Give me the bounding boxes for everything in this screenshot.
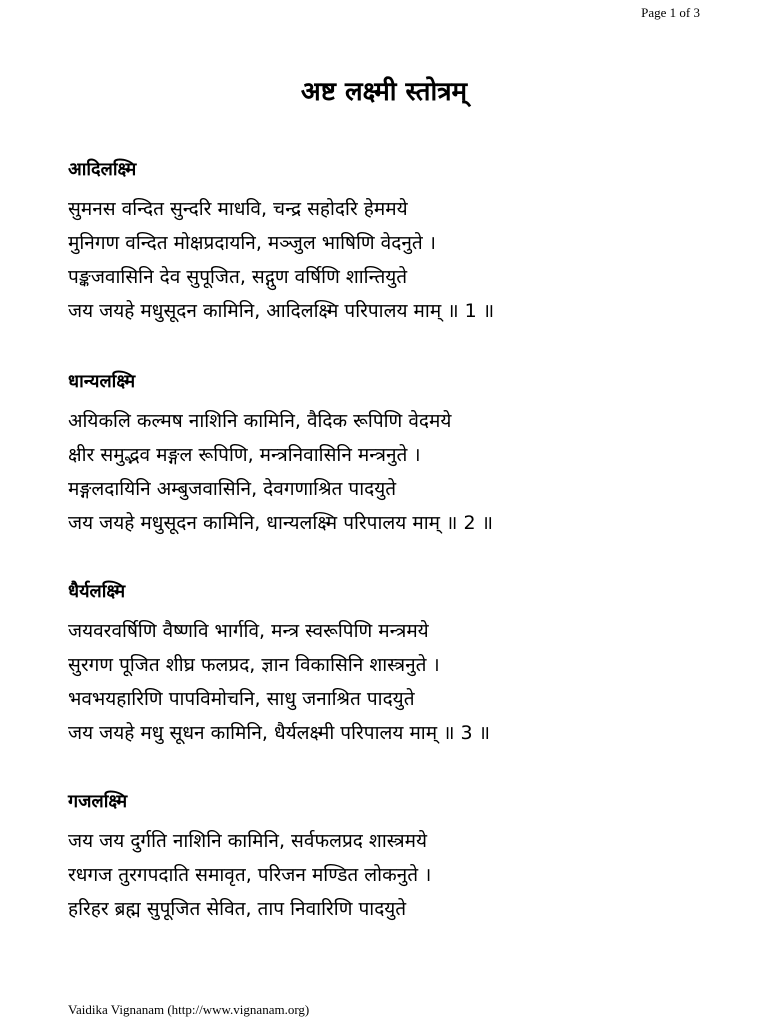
verse-line: जय जयहे मधु सूधन कामिनि, धैर्यलक्ष्मी परिपालय माम् ॥ 3 ॥	[68, 722, 491, 744]
verse-line: मुनिगण वन्दित मोक्षप्रदायनि, मञ्जुल भाषिणि वेदनुते ।	[68, 232, 436, 254]
verse-line: जय जयहे मधुसूदन कामिनि, आदिलक्ष्मि परिपालय माम् ॥ 1 ॥	[68, 300, 495, 322]
verse-line: जयवरवर्षिणि वैष्णवि भार्गवि, मन्त्र स्वरूपिणि मन्त्रमये	[68, 620, 429, 642]
section-dhanyalakshmi	[68, 370, 748, 540]
verse-line: जय जय दुर्गति नाशिनि कामिनि, सर्वफलप्रद शास्त्रमये	[68, 830, 428, 852]
page-title: अष्ट लक्ष्मी स्तोत्रम्	[300, 77, 468, 107]
verse-line: पङ्कजवासिनि देव सुपूजित, सद्गुण वर्षिणि शान्तियुते	[68, 266, 408, 288]
section-heading: धैर्यलक्ष्मि	[68, 581, 126, 602]
verse-line: क्षीर समुद्भव मङ्गल रूपिणि, मन्त्रनिवासिनि मन्त्रनुते ।	[68, 444, 421, 466]
footer-source: Vaidika Vignanam (http://www.vignanam.org)	[68, 1002, 310, 1017]
verse-line: मङ्गलदायिनि अम्बुजवासिनि, देवगणाश्रित पादयुते	[68, 478, 397, 500]
verse-line: भवभयहारिणि पापविमोचनि, साधु जनाश्रित पादयुते	[68, 688, 415, 710]
verse-line: रधगज तुरगपदाति समावृत, परिजन मण्डित लोकनुते ।	[68, 864, 432, 886]
verse-line: सुमनस वन्दित सुन्दरि माधवि, चन्द्र सहोदरि हेममये	[68, 198, 408, 220]
section-dhairyalakshmi	[68, 580, 748, 750]
section-heading: गजलक्ष्मि	[68, 791, 128, 812]
verse-line: अयिकलि कल्मष नाशिनि कामिनि, वैदिक रूपिणि वेदमये	[68, 410, 452, 432]
page-number: Page 1 of 3	[641, 5, 700, 20]
section-heading: आदिलक्ष्मि	[68, 159, 137, 180]
verse-line: हरिहर ब्रह्म सुपूजित सेवित, ताप निवारिणि पादयुते	[68, 898, 407, 920]
section-heading: धान्यलक्ष्मि	[68, 371, 136, 392]
section-gajalakshmi	[68, 790, 748, 926]
verse-line: जय जयहे मधुसूदन कामिनि, धान्यलक्ष्मि परिपालय माम् ॥ 2 ॥	[68, 512, 493, 534]
section-adilakshmi	[68, 158, 748, 328]
verse-line: सुरगण पूजित शीघ्र फलप्रद, ज्ञान विकासिनि शास्त्रनुते ।	[68, 654, 440, 676]
